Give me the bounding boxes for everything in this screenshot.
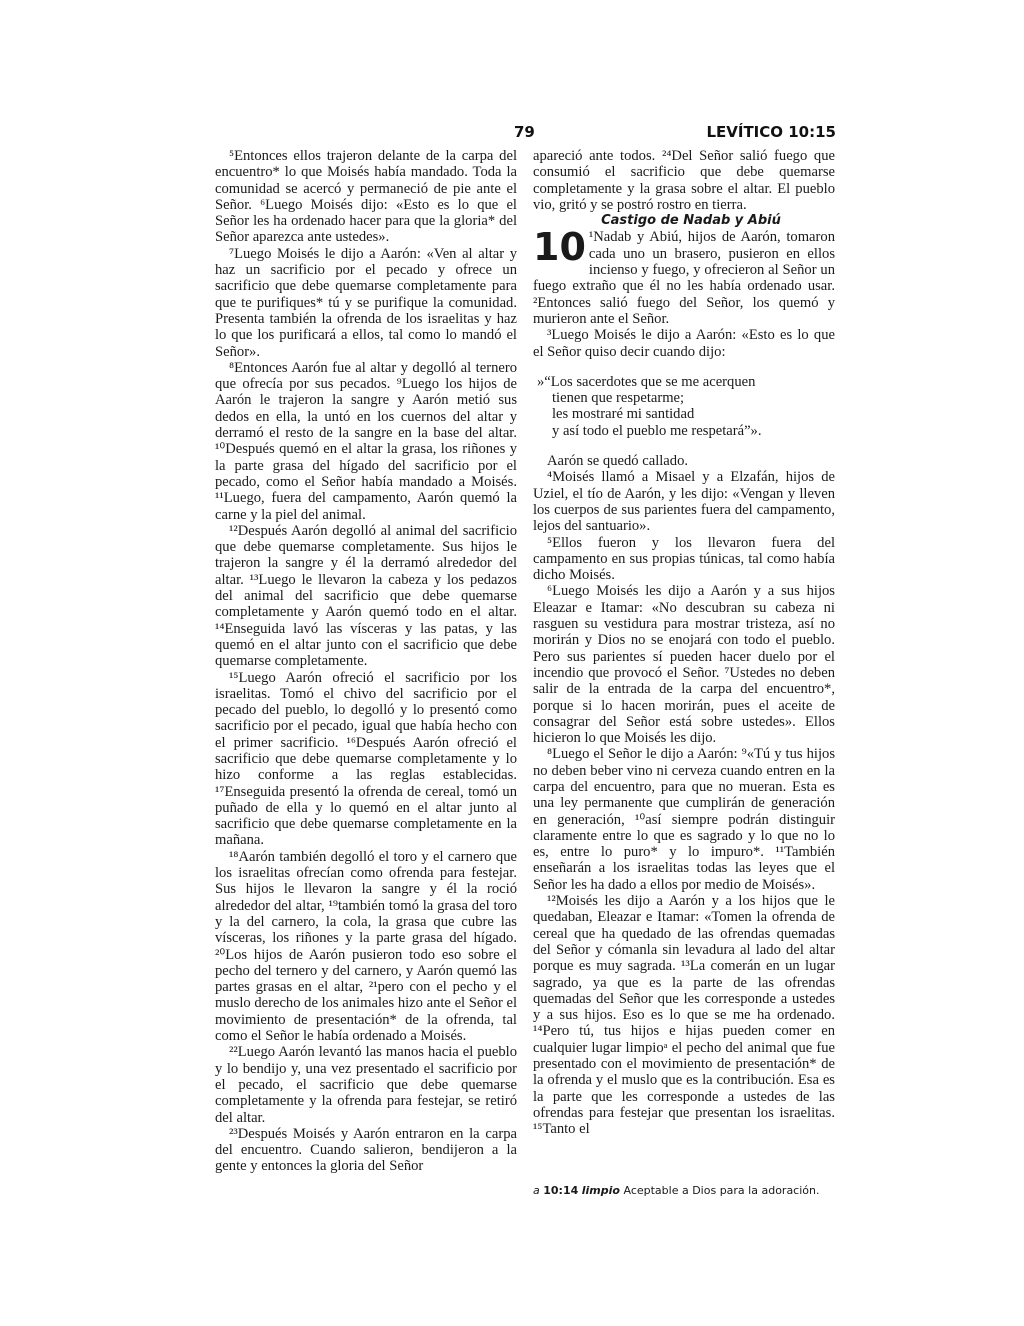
paragraph: ⁵Ellos fueron y los llevaron fuera del campamento en sus propias túnicas, tal como había dicho Moisés. <box>533 534 835 584</box>
chapter-number: 10 <box>533 225 586 270</box>
paragraph: ⁸Entonces Aarón fue al altar y degolló al ternero que ofrecía por sus pecados. ⁹Luego los hijos de Aarón le trajeron la sangre y Aarón metió sus dedos en ella, la untó en los cuernos del altar y derramó el resto de la sangre en la base del altar. ¹⁰Después quemó en el altar la grasa, los riñones y la parte grasa del hígado del sacrificio por el pecado, como el Señor había mandado a Moisés. ¹¹Luego, fuera del campamento, Aarón quemó la carne y la piel del animal. <box>215 359 517 523</box>
poetry-block <box>533 374 835 439</box>
paragraph: ³Luego Moisés le dijo a Aarón: «Esto es lo que el Señor quiso decir cuando dijo: <box>533 327 835 360</box>
chapter-opening-paragraph <box>533 225 835 327</box>
paragraph: ¹²Moisés les dijo a Aarón y a los hijos que le quedaban, Eleazar e Itamar: «Tomen la ofrenda de cereal que ha quedado de las ofrendas quemadas del Señor y cómanla sin levadura al lado del altar porque es muy sagrada. ¹³La comerán en un lugar sagrado, ya que es la parte de las ofrendas quemadas del Señor que les corresponde a ustedes y a sus hijos. Eso es lo que se me ha ordenado. ¹⁴Pero tú, tus hijos e hijas pueden comer en cualquier lugar limpioᵃ el pecho del animal que fue presentado con el movimiento de presentación* de la ofrenda y el muslo que es la contribución. Esa es la parte que les corresponde a ustedes de las ofrendas para festejar que presentan los israelitas. ¹⁵Tanto el <box>533 893 835 1138</box>
paragraph: ⁷Luego Moisés le dijo a Aarón: «Ven al altar y haz un sacrificio por el pecado y ofrece un sacrificio que debe quemarse completamente para que te purifiques* tú y se purifique la comunidad. Presenta también la ofrenda de los israelitas y haz lo que los purificará a ellos, tal como lo mandó el Señor». <box>215 245 517 360</box>
page-number: 79 <box>514 123 535 141</box>
footnote-reference: 10:14 <box>543 1184 579 1197</box>
left-text-column <box>215 148 517 1175</box>
running-header-reference: LEVÍTICO 10:15 <box>706 123 836 141</box>
poem-line: tienen que respetarme; <box>552 390 685 407</box>
poem-line: y así todo el pueblo me respetará”». <box>552 422 762 439</box>
footnote-term: limpio <box>581 1184 620 1197</box>
paragraph: ⁴Moisés llamó a Misael y a Elzafán, hijos de Uziel, el tío de Aarón, y les dijo: «Vengan y lleven los cuerpos de sus parientes fuera del campamento, lejos del santuario». <box>533 469 835 535</box>
paragraph: Aarón se quedó callado. <box>547 453 689 470</box>
continuation-paragraph: apareció ante todos. ²⁴Del Señor salió fuego que consumió el sacrificio que debe quemarse completamente y la grasa sobre el altar. El pueblo vio, gritó y se postró rostro en tierra. <box>533 148 835 213</box>
chapter-opening-text: ¹Nadab y Abiú, hijos de Aarón, tomaron cada uno un brasero, pusieron en ellos incienso y fuego, y ofrecieron al Señor un fuego extraño que él no les había ordenado usar. ²Entonces salió fuego del Señor, los quemó y murieron ante el Señor. <box>533 229 835 327</box>
paragraph: ⁵Entonces ellos trajeron delante de la carpa del encuentro* lo que Moisés había mandado. Toda la comunidad se acercó y permaneció de pie ante el Señor. ⁶Luego Moisés dijo: «Esto es lo que el Señor les ha ordenado hacer para que la gloria* del Señor aparezca ante ustedes». <box>215 148 517 246</box>
footnote <box>533 1184 835 1198</box>
section-heading: Castigo de Nadab y Abiú <box>601 213 781 229</box>
paragraph: ⁶Luego Moisés les dijo a Aarón y a sus hijos Eleazar e Itamar: «No descubran su cabeza ni rasguen su vestidura para mostrar tristeza, así no morirán y Dios no se enojará con todo el pueblo. Pero sus parientes sí pueden hacer duelo por el incendio que provocó el Señor. ⁷Ustedes no deben salir de la entrada de la carpa del encuentro*, porque si lo hacen morirán, pues el aceite de consagrar del Señor está sobre ustedes». Ellos hicieron lo que Moisés les dijo. <box>533 583 835 747</box>
right-text-column <box>533 148 835 1138</box>
poem-line: »“Los sacerdotes que se me acerquen <box>537 373 756 390</box>
footnote-text: Aceptable a Dios para la adoración. <box>623 1184 820 1197</box>
paragraph: ⁸Luego el Señor le dijo a Aarón: ⁹«Tú y tus hijos no deben beber vino ni cerveza cuando entren en la carpa del encuentro, para que no mueran. Esta es una ley permanente que cumplirán de generación en generación, ¹⁰así siempre podrán distinguir claramente entre lo que es sagrado y lo que no lo es, entre lo puro* y lo impuro*. ¹¹También enseñarán a los israelitas todas las leyes que el Señor les ha dado a ellos por medio de Moisés». <box>533 746 835 893</box>
paragraph: ²³Después Moisés y Aarón entraron en la carpa del encuentro. Cuando salieron, bendijeron a la gente y entonces la gloria del Señor <box>215 1125 517 1175</box>
poem-line: les mostraré mi santidad <box>552 406 695 423</box>
footnote-marker: a <box>533 1184 540 1197</box>
paragraph: ¹⁸Aarón también degolló el toro y el carnero que los israelitas ofrecían como ofrenda para festejar. Sus hijos le llevaron la sangre y él la roció alrededor del altar, ¹⁹también tomó la grasa del toro y la del carnero, la cola, la grasa que cubre las vísceras, los riñones y la parte grasa del hígado. ²⁰Los hijos de Aarón pusieron todo eso sobre el pecho del ternero y del carnero, y Aarón quemó las partes grasas en el altar, ²¹pero con el pecho y el muslo derecho de los animales hizo ante el Señor el movimiento de presentación* de la ofrenda, tal como el Señor le había ordenado a Moisés. <box>215 848 517 1045</box>
paragraph: ¹²Después Aarón degolló al animal del sacrificio que debe quemarse completamente. Sus hijos le trajeron la sangre y él la derramó alrededor del altar. ¹³Luego le llevaron la cabeza y los pedazos del animal del sacrificio que debe quemarse completamente y Aarón quemó todo en el altar. ¹⁴Enseguida lavó las vísceras y las patas, y las quemó en el altar junto con el sacrificio que debe quemarse completamente. <box>215 522 517 670</box>
paragraph: ²²Luego Aarón levantó las manos hacia el pueblo y lo bendijo y, una vez presentado el sacrificio por el pecado, el sacrificio que debe quemarse completamente y la ofrenda para festejar, se retiró del altar. <box>215 1044 517 1126</box>
paragraph: ¹⁵Luego Aarón ofreció el sacrificio por los israelitas. Tomó el chivo del sacrificio por el pecado del pueblo, lo degolló y lo presentó como sacrificio por el pecado, igual que había hecho con el primer sacrificio. ¹⁶Después Aarón ofreció el sacrificio que debe quemarse completamente y lo hizo conforme a las reglas establecidas. ¹⁷Enseguida presentó la ofrenda de cereal, tomó un puñado de ella y lo quemó en el altar junto al sacrificio que debe quemarse completamente en la mañana. <box>215 669 517 849</box>
